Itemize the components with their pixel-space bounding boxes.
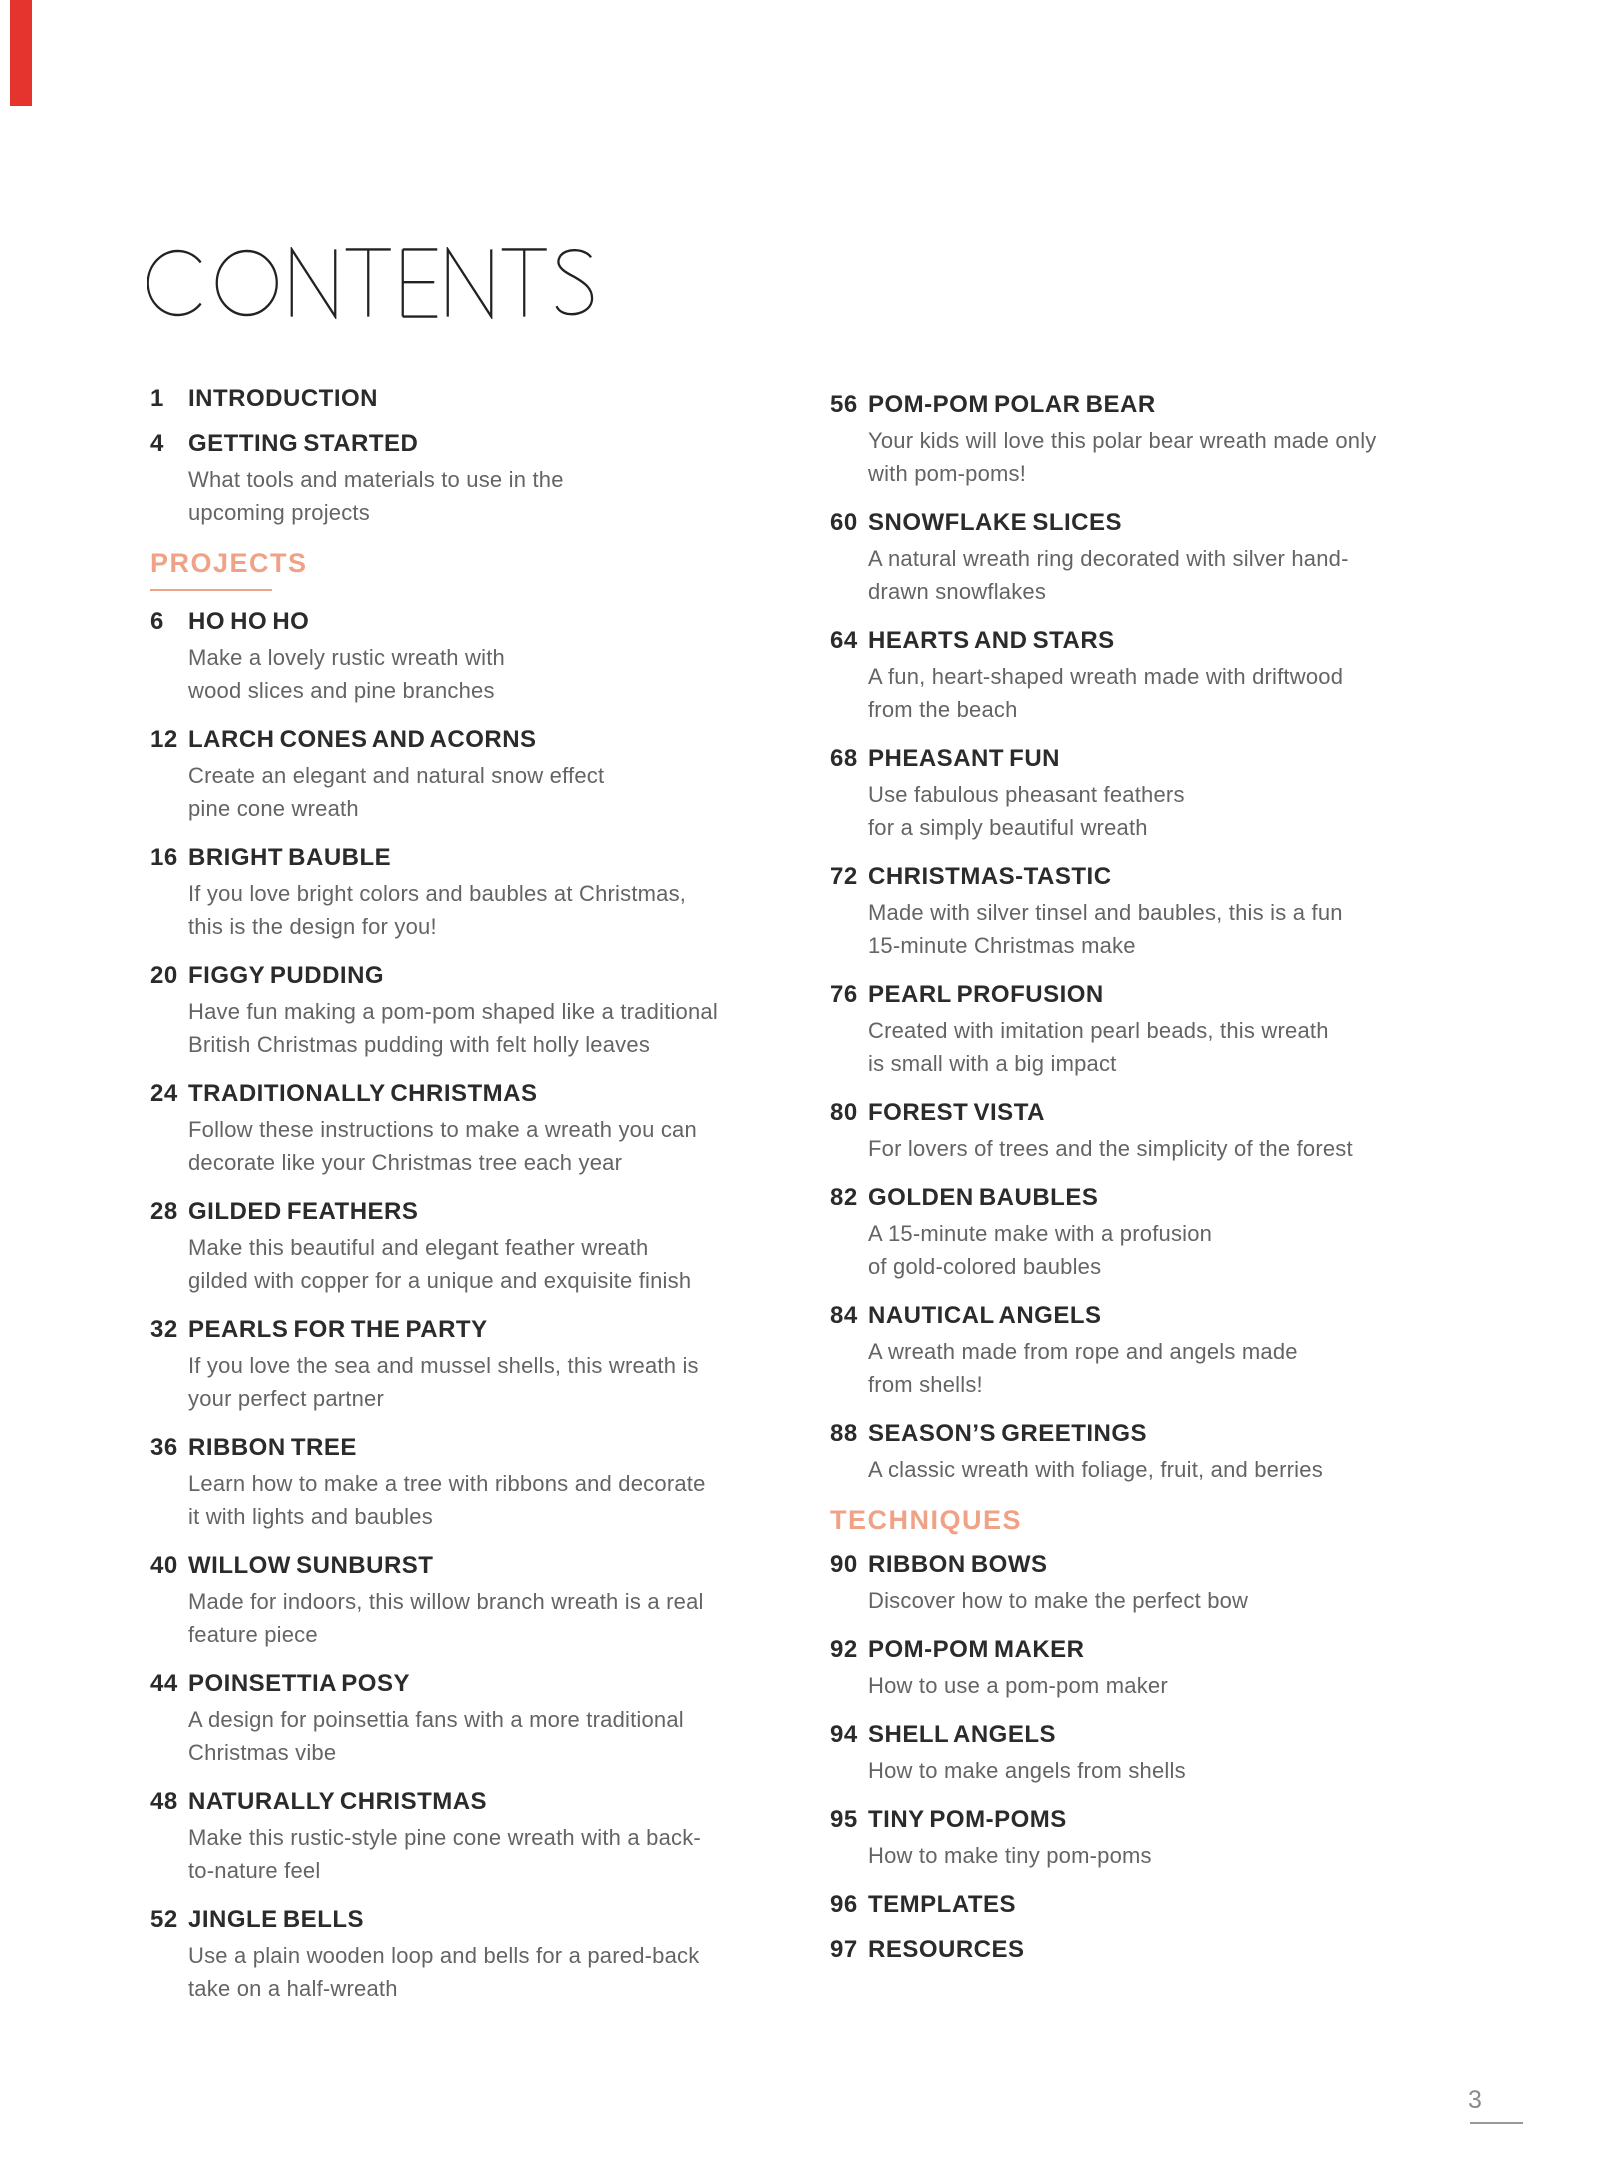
toc-entry-content	[868, 1807, 1152, 1872]
toc-entry-description	[188, 877, 686, 943]
toc-entry-description	[868, 1584, 1248, 1617]
toc-entry-description-line: Made with silver tinsel and baubles, this is a fun	[868, 900, 1343, 925]
toc-entry-description	[868, 1217, 1212, 1283]
toc-entry	[150, 1081, 710, 1179]
toc-entry-page-number: 90	[830, 1551, 858, 1578]
toc-entry-description	[868, 1335, 1298, 1401]
toc-entry-title: RIBBON TREE	[188, 1434, 357, 1461]
toc-entry-title: POINSETTIA POSY	[188, 1670, 410, 1697]
toc-entry-page-number: 4	[150, 430, 164, 457]
toc-entry-description-line: Make a lovely rustic wreath with	[188, 645, 505, 670]
toc-entry-description-line: your perfect partner	[188, 1386, 384, 1411]
toc-entry-title: FIGGY PUDDING	[188, 962, 385, 989]
toc-entry-title: HEARTS AND STARS	[868, 627, 1115, 654]
toc-entry-title: PEARLS FOR THE PARTY	[188, 1316, 488, 1343]
toc-entry-content	[868, 864, 1343, 962]
toc-entry	[830, 392, 1470, 490]
toc-entry-content	[188, 845, 686, 943]
toc-entry-page-number: 88	[830, 1420, 858, 1447]
toc-entry-description-line: Use a plain wooden loop and bells for a pared-back	[188, 1943, 700, 1968]
toc-entry-title: NATURALLY CHRISTMAS	[188, 1788, 488, 1815]
toc-entry-content	[188, 1553, 704, 1651]
toc-entry-description-line: from the beach	[868, 697, 1018, 722]
toc-entry-content	[868, 982, 1329, 1080]
toc-entry-content	[868, 628, 1343, 726]
toc-entry-description-line: A 15-minute make with a profusion	[868, 1221, 1213, 1246]
toc-entry	[150, 1789, 710, 1887]
toc-entry-title: HO HO HO	[188, 608, 310, 635]
toc-entry	[830, 1100, 1470, 1165]
toc-entry-description-line: A design for poinsettia fans with a more traditional	[188, 1707, 684, 1732]
toc-entry-description-line: Discover how to make the perfect bow	[868, 1588, 1249, 1613]
toc-entry	[150, 431, 710, 529]
toc-entry-title: GOLDEN BAUBLES	[868, 1184, 1099, 1211]
toc-entry-description-line: pine cone wreath	[188, 796, 359, 821]
toc-entry-title: RIBBON BOWS	[868, 1551, 1048, 1578]
toc-entry-description-line: What tools and materials to use in the	[188, 467, 564, 492]
toc-entry-page-number: 56	[830, 391, 858, 418]
toc-entry-description	[188, 641, 505, 707]
toc-entry-content	[188, 963, 718, 1061]
toc-entry-description	[868, 542, 1349, 608]
section-underline	[150, 589, 272, 591]
toc-entry-title: SEASON’S GREETINGS	[868, 1420, 1148, 1447]
toc-entry-content	[868, 1303, 1298, 1401]
toc-entry-description-line: How to use a pom-pom maker	[868, 1673, 1168, 1698]
toc-entry-description-line: this is the design for you!	[188, 914, 437, 939]
toc-entry	[830, 1637, 1470, 1702]
toc-entry-page-number: 40	[150, 1552, 178, 1579]
toc-entry-description-line: Made for indoors, this willow branch wreath is a real	[188, 1589, 704, 1614]
toc-entry	[830, 1303, 1470, 1401]
toc-entry-content	[188, 1907, 699, 2005]
toc-entry-title: PEARL PROFUSION	[868, 981, 1104, 1008]
toc-entry-title: NAUTICAL ANGELS	[868, 1302, 1102, 1329]
toc-entry-content	[188, 386, 378, 411]
toc-entry-content	[868, 1421, 1323, 1486]
page-title	[147, 247, 597, 319]
toc-entry-description-line: Christmas vibe	[188, 1740, 337, 1765]
toc-entry-description	[868, 1014, 1329, 1080]
toc-entry-description-line: feature piece	[188, 1622, 318, 1647]
toc-entry-description-line: If you love bright colors and baubles at Christmas,	[188, 881, 687, 906]
toc-entry-description-line: Created with imitation pearl beads, this wreath	[868, 1018, 1329, 1043]
toc-entry-title: TEMPLATES	[868, 1891, 1017, 1918]
toc-entry-page-number: 80	[830, 1099, 858, 1126]
toc-entry-description	[868, 1754, 1186, 1787]
toc-entry-content	[868, 1100, 1353, 1165]
toc-entry-description	[188, 1467, 706, 1533]
toc-entry-content	[868, 1937, 1025, 1962]
toc-entry-title: GETTING STARTED	[188, 430, 419, 457]
toc-entry-title: BRIGHT BAUBLE	[188, 844, 392, 871]
toc-entry-page-number: 1	[150, 385, 164, 412]
toc-entry-page-number: 82	[830, 1184, 858, 1211]
toc-entry-page-number: 64	[830, 627, 858, 654]
toc-entry	[830, 746, 1470, 844]
toc-entry-title: TRADITIONALLY CHRISTMAS	[188, 1080, 538, 1107]
toc-entry-content	[188, 1317, 699, 1415]
toc-entry-title: WILLOW SUNBURST	[188, 1552, 434, 1579]
page-number-rule	[1470, 2122, 1523, 2124]
toc-entry-content	[188, 1199, 691, 1297]
toc-entry-content	[868, 392, 1377, 490]
toc-entry-content	[868, 1185, 1212, 1283]
section-header-projects: PROJECTS	[150, 548, 308, 578]
toc-entry-description-line: Your kids will love this polar bear wreath made only	[868, 428, 1377, 453]
toc-entry-description-line: Use fabulous pheasant feathers	[868, 782, 1185, 807]
toc-entry	[150, 1907, 710, 2005]
toc-entry-description	[188, 1349, 699, 1415]
toc-entry-description-line: gilded with copper for a unique and exquisite finish	[188, 1268, 692, 1293]
toc-entry	[830, 1937, 1470, 1962]
toc-entry	[150, 1435, 710, 1533]
toc-entry-description-line: 15-minute Christmas make	[868, 933, 1136, 958]
toc-entry-description-line: Learn how to make a tree with ribbons and decorate	[188, 1471, 706, 1496]
toc-entry	[150, 1199, 710, 1297]
toc-entry-description-line: from shells!	[868, 1372, 983, 1397]
toc-entry-page-number: 72	[830, 863, 858, 890]
toc-entry-description-line: A classic wreath with foliage, fruit, and berries	[868, 1457, 1323, 1482]
toc-entry-page-number: 96	[830, 1891, 858, 1918]
toc-entry-content	[868, 746, 1185, 844]
toc-entry-description-line: of gold-colored baubles	[868, 1254, 1102, 1279]
toc-entry-content	[868, 1552, 1248, 1617]
toc-entry-description	[188, 1939, 699, 2005]
toc-entry-title: SNOWFLAKE SLICES	[868, 509, 1123, 536]
toc-entry-page-number: 28	[150, 1198, 178, 1225]
toc-entry	[150, 609, 710, 707]
toc-entry	[830, 1552, 1470, 1617]
toc-entry-description-line: take on a half-wreath	[188, 1976, 398, 2001]
toc-entry-description	[868, 1669, 1168, 1702]
toc-entry	[150, 1553, 710, 1651]
toc-entry-content	[188, 1671, 684, 1769]
toc-entry-page-number: 68	[830, 745, 858, 772]
toc-entry-title: POM-POM MAKER	[868, 1636, 1085, 1663]
toc-entry-page-number: 94	[830, 1721, 858, 1748]
section-header-techniques: TECHNIQUES	[830, 1505, 1023, 1535]
toc-column-left	[150, 385, 718, 2025]
toc-entry	[150, 845, 710, 943]
toc-entry-title: POM-POM POLAR BEAR	[868, 391, 1156, 418]
toc-entry-page-number: 52	[150, 1906, 178, 1933]
toc-entry-title: RESOURCES	[868, 1936, 1025, 1963]
toc-entry-description-line: If you love the sea and mussel shells, this wreath is	[188, 1353, 699, 1378]
toc-entry-page-number: 16	[150, 844, 178, 871]
toc-entry-content	[188, 609, 505, 707]
toc-entry-title: INTRODUCTION	[188, 385, 378, 412]
toc-entry-description-line: with pom-poms!	[868, 461, 1027, 486]
toc-entry-description-line: Have fun making a pom-pom shaped like a traditional	[188, 999, 718, 1024]
toc-entry	[150, 1671, 710, 1769]
toc-entry-content	[188, 1789, 701, 1887]
toc-entry-description	[188, 1585, 704, 1651]
toc-entry-description	[868, 424, 1377, 490]
toc-entry-description-line: for a simply beautiful wreath	[868, 815, 1148, 840]
toc-entry	[150, 386, 710, 411]
toc-entry-title: TINY POM-POMS	[868, 1806, 1067, 1833]
toc-entry	[830, 1807, 1470, 1872]
toc-entry-title: FOREST VISTA	[868, 1099, 1045, 1126]
toc-entry-description	[868, 1839, 1152, 1872]
toc-entry-description-line: How to make angels from shells	[868, 1758, 1186, 1783]
toc-entry	[830, 628, 1470, 726]
toc-entry-title: JINGLE BELLS	[188, 1906, 365, 1933]
toc-entry-content	[188, 1435, 706, 1533]
toc-entry-description-line: A wreath made from rope and angels made	[868, 1339, 1298, 1364]
toc-entry-page-number: 95	[830, 1806, 858, 1833]
toc-entry-page-number: 92	[830, 1636, 858, 1663]
toc-entry-page-number: 48	[150, 1788, 178, 1815]
toc-entry-description-line: For lovers of trees and the simplicity of the forest	[868, 1136, 1353, 1161]
toc-entry-description-line: decorate like your Christmas tree each year	[188, 1150, 623, 1175]
toc-entry-content	[868, 1722, 1186, 1787]
toc-entry-page-number: 97	[830, 1936, 858, 1963]
toc-entry	[830, 1421, 1470, 1486]
toc-entry-description-line: British Christmas pudding with felt holly leaves	[188, 1032, 651, 1057]
toc-entry-description-line: Create an elegant and natural snow effect	[188, 763, 605, 788]
toc-entry-description	[868, 660, 1343, 726]
toc-entry-content	[868, 1637, 1168, 1702]
toc-entry-description	[188, 1821, 701, 1887]
toc-entry-page-number: 6	[150, 608, 164, 635]
toc-entry-page-number: 20	[150, 962, 178, 989]
toc-entry	[830, 1722, 1470, 1787]
toc-entry-description	[188, 1113, 697, 1179]
toc-entry-page-number: 12	[150, 726, 178, 753]
toc-entry-page-number: 24	[150, 1080, 178, 1107]
toc-entry-description	[868, 896, 1343, 962]
toc-entry	[830, 510, 1470, 608]
toc-entry	[830, 1185, 1470, 1283]
toc-entry-page-number: 60	[830, 509, 858, 536]
toc-entry	[150, 1317, 710, 1415]
toc-entry-description-line: wood slices and pine branches	[188, 678, 495, 703]
toc-entry-description	[188, 759, 604, 825]
toc-entry-content	[868, 510, 1349, 608]
toc-entry-description	[188, 463, 564, 529]
toc-entry-description	[188, 995, 718, 1061]
toc-entry-title: CHRISTMAS-TASTIC	[868, 863, 1112, 890]
toc-entry-description-line: drawn snowflakes	[868, 579, 1047, 604]
toc-entry-page-number: 76	[830, 981, 858, 1008]
page-number: 3	[1468, 2086, 1483, 2114]
toc-entry-description-line: A natural wreath ring decorated with silver hand-	[868, 546, 1349, 571]
toc-entry-description-line: How to make tiny pom-poms	[868, 1843, 1152, 1868]
toc-entry-description-line: Make this rustic-style pine cone wreath with a back-	[188, 1825, 701, 1850]
toc-entry	[830, 982, 1470, 1080]
toc-entry-description-line: Make this beautiful and elegant feather wreath	[188, 1235, 649, 1260]
toc-entry-description-line: is small with a big impact	[868, 1051, 1117, 1076]
toc-entry	[830, 1892, 1470, 1917]
toc-entry-title: LARCH CONES AND ACORNS	[188, 726, 537, 753]
toc-entry-page-number: 32	[150, 1316, 178, 1343]
toc-entry-description	[188, 1231, 691, 1297]
toc-entry-content	[188, 431, 564, 529]
toc-entry-description-line: it with lights and baubles	[188, 1504, 433, 1529]
toc-entry	[830, 864, 1470, 962]
toc-entry-title: SHELL ANGELS	[868, 1721, 1057, 1748]
toc-entry-description-line: Follow these instructions to make a wreath you can	[188, 1117, 697, 1142]
toc-entry-title: GILDED FEATHERS	[188, 1198, 419, 1225]
toc-entry-title: PHEASANT FUN	[868, 745, 1061, 772]
toc-entry-content	[868, 1892, 1016, 1917]
toc-column-right	[830, 392, 1470, 1982]
toc-entry-description-line: to-nature feel	[188, 1858, 321, 1883]
toc-entry-description	[188, 1703, 684, 1769]
toc-entry-description	[868, 778, 1185, 844]
toc-entry	[150, 727, 710, 825]
toc-entry-content	[188, 1081, 697, 1179]
toc-entry-description	[868, 1132, 1353, 1165]
toc-entry-page-number: 84	[830, 1302, 858, 1329]
toc-entry-description-line: A fun, heart-shaped wreath made with driftwood	[868, 664, 1344, 689]
toc-entry-description-line: upcoming projects	[188, 500, 370, 525]
toc-entry-content	[188, 727, 604, 825]
red-corner-mark	[10, 0, 32, 106]
toc-entry-page-number: 44	[150, 1670, 178, 1697]
toc-entry-page-number: 36	[150, 1434, 178, 1461]
toc-entry	[150, 962, 718, 1061]
toc-entry-description	[868, 1453, 1323, 1486]
